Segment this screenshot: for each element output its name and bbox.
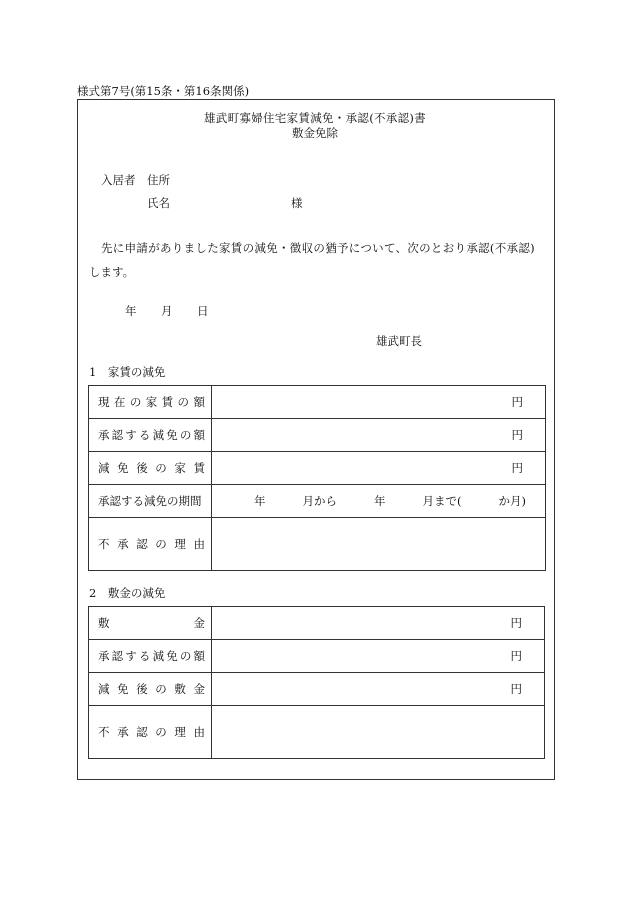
address-label: 住所	[147, 173, 170, 187]
table-row	[89, 518, 546, 571]
period-to-year: 年	[374, 494, 386, 508]
label-char: 額	[193, 649, 205, 663]
row-label	[89, 640, 212, 673]
label-char: 金	[193, 682, 205, 696]
unit-yen: 円	[511, 461, 523, 475]
label-char: 額	[193, 395, 205, 409]
label-char: の	[155, 537, 167, 551]
label-char: 免	[166, 428, 178, 442]
label-char: 減	[98, 461, 110, 475]
label-char: 承	[98, 649, 110, 663]
section1-heading: 1 家賃の減免	[89, 365, 166, 379]
form-number: 様式第7号(第15条・第16条関係)	[77, 84, 250, 98]
unit-yen: 円	[510, 616, 522, 630]
label-char: 後	[136, 682, 148, 696]
label-char: す	[125, 649, 137, 663]
label-char: の	[155, 682, 167, 696]
row-label	[89, 386, 212, 419]
row-label	[89, 673, 212, 706]
label-char: 家	[145, 395, 158, 409]
period-months: か月)	[498, 494, 526, 508]
row-label	[89, 607, 212, 640]
label-char: 免	[117, 461, 129, 475]
label-char: 由	[193, 725, 205, 739]
label-char: の	[179, 649, 192, 663]
unit-yen: 円	[511, 428, 523, 442]
label-char: 理	[174, 725, 186, 739]
label-char: の	[155, 725, 167, 739]
reason-cell[interactable]	[212, 518, 546, 571]
spread-label	[98, 460, 205, 476]
spread-label	[98, 681, 205, 697]
value-cell[interactable]	[212, 386, 546, 419]
resident-label: 入居者	[101, 173, 136, 187]
label-char: 由	[193, 537, 205, 551]
unit-yen: 円	[510, 649, 522, 663]
issuer: 雄武町長	[376, 334, 422, 348]
date-day: 日	[197, 304, 209, 318]
period-to-month: 月まで(	[422, 494, 462, 508]
table-row	[89, 485, 546, 518]
honorific: 様	[291, 196, 303, 210]
table-row	[89, 640, 545, 673]
period-parts	[212, 493, 545, 509]
body-text-line2: します。	[89, 265, 135, 279]
spread-label	[98, 536, 205, 552]
value-cell[interactable]	[212, 640, 545, 673]
label-char: 額	[193, 428, 205, 442]
value-cell[interactable]	[212, 452, 546, 485]
row-label	[89, 518, 212, 571]
label-char: 承	[98, 428, 110, 442]
label-char: 在	[113, 395, 126, 409]
label-char: 認	[136, 725, 148, 739]
label-char: 理	[174, 537, 186, 551]
row-label	[89, 452, 212, 485]
label-char: 後	[136, 461, 148, 475]
label-char: の	[155, 461, 167, 475]
spread-label	[98, 394, 205, 410]
label-char: 認	[111, 649, 124, 663]
spread-label	[98, 427, 205, 443]
unit-yen: 円	[511, 395, 523, 409]
label-char: 減	[152, 649, 165, 663]
label-char: す	[125, 428, 137, 442]
date-month: 月	[161, 304, 173, 318]
label-char: 現	[98, 395, 110, 409]
label-char: 不	[98, 537, 110, 551]
form-title: 雄武町寡婦住宅家賃減免・承認(不承認)書	[204, 111, 426, 125]
label-char: 敷	[174, 682, 186, 696]
table-row	[89, 452, 546, 485]
reason-cell[interactable]	[212, 706, 545, 759]
period-from-month: 月から	[302, 494, 337, 508]
period-label: 承認する減免の期間	[98, 494, 202, 508]
label-char: 免	[166, 649, 178, 663]
table-row	[89, 386, 546, 419]
table-row	[89, 607, 545, 640]
label-char: 家	[174, 461, 186, 475]
section2-heading: 2 敷金の減免	[89, 586, 166, 600]
label-char: の	[129, 395, 142, 409]
name-label: 氏名	[147, 196, 170, 210]
value-cell[interactable]	[212, 419, 546, 452]
label-char: 賃	[193, 461, 205, 475]
spread-label	[98, 648, 205, 664]
label-char: る	[138, 649, 151, 663]
body-text-line1: 先に申請がありました家賃の減免・徴収の猶予について、次のとおり承認(不承認)	[101, 241, 535, 255]
label-char: 賃	[161, 395, 174, 409]
rent-reduction-table	[88, 385, 546, 571]
table-row	[89, 673, 545, 706]
row-label	[89, 419, 212, 452]
label-char: 認	[111, 428, 124, 442]
label-char: の	[179, 428, 192, 442]
label-char: 不	[98, 725, 110, 739]
label-char: 金	[193, 616, 205, 630]
label-char: 免	[117, 682, 129, 696]
label-char: 減	[98, 682, 110, 696]
deposit-reduction-table	[88, 606, 545, 759]
value-cell[interactable]	[212, 673, 545, 706]
spread-label	[98, 615, 205, 631]
period-cell[interactable]	[212, 485, 546, 518]
row-label	[89, 485, 212, 518]
label-char: る	[138, 428, 151, 442]
label-char: 減	[152, 428, 165, 442]
unit-yen: 円	[510, 682, 522, 696]
row-label	[89, 706, 212, 759]
table-row	[89, 419, 546, 452]
label-char: 承	[117, 537, 129, 551]
date-year: 年	[125, 304, 137, 318]
form-subtitle: 敷金免除	[292, 126, 338, 140]
label-char: の	[177, 395, 190, 409]
label-char: 敷	[98, 616, 110, 630]
period-from-year: 年	[254, 494, 266, 508]
label-char: 認	[136, 537, 148, 551]
spread-label	[98, 724, 205, 740]
table-row	[89, 706, 545, 759]
value-cell[interactable]	[212, 607, 545, 640]
label-char: 承	[117, 725, 129, 739]
